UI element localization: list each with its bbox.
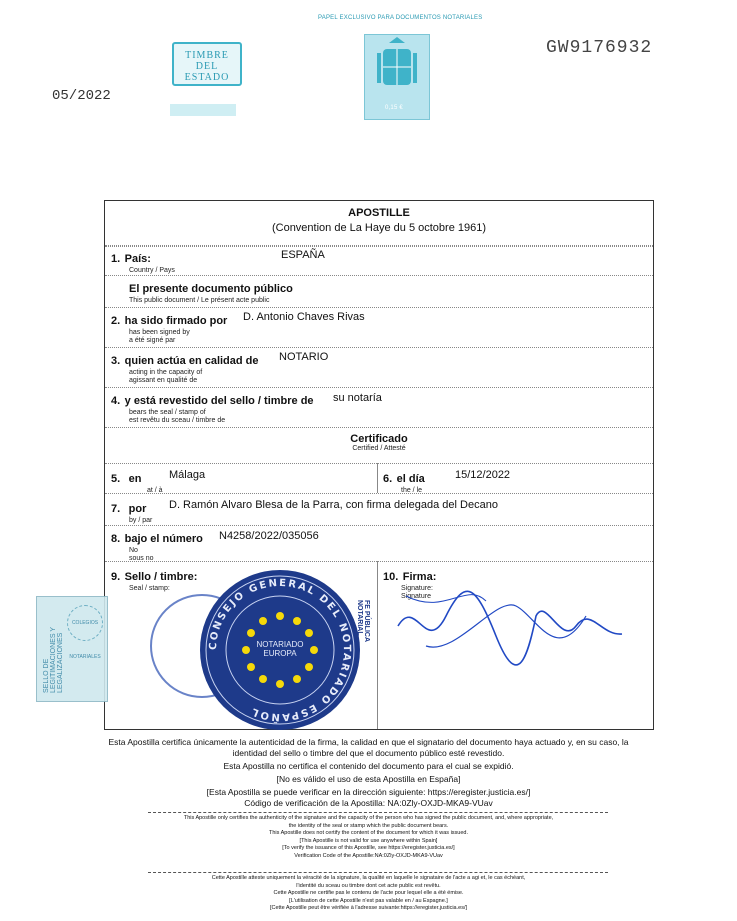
divider (148, 872, 608, 873)
signed-by-value: D. Antonio Chaves Rivas (243, 311, 365, 323)
timbre-line2: DEL ESTADO (184, 61, 230, 83)
item-signed-by: 2. ha sido firmado por has been signed by a été signé par (111, 315, 228, 344)
footer-fr-line: Cette Apostille atteste uniquement la véracité de la signature, la qualité en laquelle le signataire de l'acte a agi et, le cas échéant, (211, 875, 526, 881)
legalization-stamp-text: SELLO DE LEGITIMACIONES Y LEGALIZACIONES (43, 627, 64, 693)
footer-es-line: Esta Apostilla no certifica el contenido del documento para el cual se expidió. (223, 761, 514, 771)
apostille-subtitle: (Convention de La Haye du 5 octobre 1961) (271, 222, 487, 234)
date-value: 15/12/2022 (455, 469, 511, 481)
coat-of-arms-icon (365, 35, 429, 105)
footer-en-line: Verification Code of the Apostille:NA:0Zly-OXJD-MKA9-VUav (294, 852, 443, 859)
item-capacity: 3. quien actúa en calidad de acting in the capacity of agissant en qualité de (111, 355, 259, 384)
item-seal: 9. Sello / timbre: Seal / stamp: (111, 571, 198, 592)
notariado-seal (200, 570, 360, 730)
footer-es-line: [Esta Apostilla se puede verificar en la dirección siguiente: https://eregister.justicia.es/] (206, 787, 531, 797)
footer-english (0, 815, 737, 860)
serial-number: GW9176932 (546, 38, 653, 58)
date-code: 05/2022 (52, 88, 111, 104)
footer-spanish (0, 737, 737, 809)
signature-scribble (386, 576, 636, 686)
footer-es-line: identidad del sello o timbre del que el documento público esté revestido. (232, 748, 505, 758)
certified-heading: Certificado Certified / Attesté (350, 433, 408, 452)
legalization-stamp (36, 596, 108, 702)
footer-fr-line: [L'utilisation de cette Apostille n'est pas valable en / au Espagne.] (289, 897, 448, 904)
footer-fr-line: l'identité du sceau ou timbre dont cet acte public est revêtu. (296, 882, 441, 889)
item-by: 7. por by / par (111, 503, 153, 524)
stamp-value: 0,15 € (385, 105, 403, 111)
number-value: N4258/2022/035056 (219, 530, 319, 542)
fe-publica-stamp: FE PÚBLICA NOTARIAL (356, 600, 370, 642)
paper-note: PAPEL EXCLUSIVO PARA DOCUMENTOS NOTARIALES (318, 15, 483, 21)
footer-es-line: [No es válido el uso de esta Apostilla en España] (276, 774, 461, 784)
footer-es-line: Esta Apostilla certifica únicamente la autenticidad de la firma, la calidad en que el signatario del documento haya actuado y, en su caso, la (108, 737, 629, 747)
item-signature: 10. Firma: Signature: Signature (383, 571, 437, 600)
footer-french (0, 875, 737, 913)
item-public-document: El presente documento público This public document / Le présent acte public (129, 283, 293, 304)
item-number: 8. bajo el número No sous no (111, 533, 203, 562)
country-value: ESPAÑA (281, 249, 325, 261)
timbre-seal (172, 42, 242, 86)
footer-en-line: the identity of the seal or stamp which the public document bears. (288, 822, 449, 829)
footer-fr-line: Cette Apostille ne certifie pas le contenu de l'acte pour lequel elle a été émise. (273, 890, 464, 896)
colegios-seal: COLEGIOS NOTARIALES (67, 605, 103, 641)
timbre-line1: TIMBRE (185, 50, 229, 61)
seal-of-value: su notaría (333, 392, 382, 404)
apostille-title: APOSTILLE (348, 207, 410, 219)
item-seal-of: 4. y está revestido del sello / timbre de bears the seal / stamp of est revêtu du sceau / timbre de (111, 395, 314, 424)
footer-en-line: [This Apostille is not valid for use anywhere within Spain] (299, 837, 438, 844)
verification-code: Código de verificación de la Apostilla: NA:0Zly-OXJD-MKA9-VUav (244, 798, 493, 808)
coat-of-arms-stamp (364, 34, 430, 120)
footer-en-line: This Apostille only certifies the authenticity of the signature and the capacity of the person who has signed the public document, and, where appropriate, (183, 815, 554, 821)
item-at: 5. en at / à (111, 473, 163, 494)
by-value: D. Ramón Alvaro Blesa de la Parra, con firma delegada del Decano (169, 499, 498, 511)
footer-en-line: [To verify the issuance of this Apostille, see https://eregister.justicia.es/] (282, 845, 455, 851)
timbre-bar (170, 104, 236, 116)
seal-ring-text: CONSEJO GENERAL DEL NOTARIADO ESPAÑOL (207, 577, 353, 723)
divider (148, 812, 608, 813)
seal-inner-text: NOTARIADO EUROPA (256, 640, 304, 658)
footer-en-line: This Apostille does not certify the content of the document for which it was issued. (268, 830, 469, 836)
footer-fr-line: [Cette Apostille peut être vérifiée à l'adresse suivante:https://eregister.justicia.es/] (269, 905, 467, 911)
item-country: 1. País: Country / Pays (111, 253, 175, 274)
capacity-value: NOTARIO (279, 351, 329, 363)
at-value: Málaga (169, 469, 206, 481)
item-date: 6. el día the / le (383, 473, 425, 494)
